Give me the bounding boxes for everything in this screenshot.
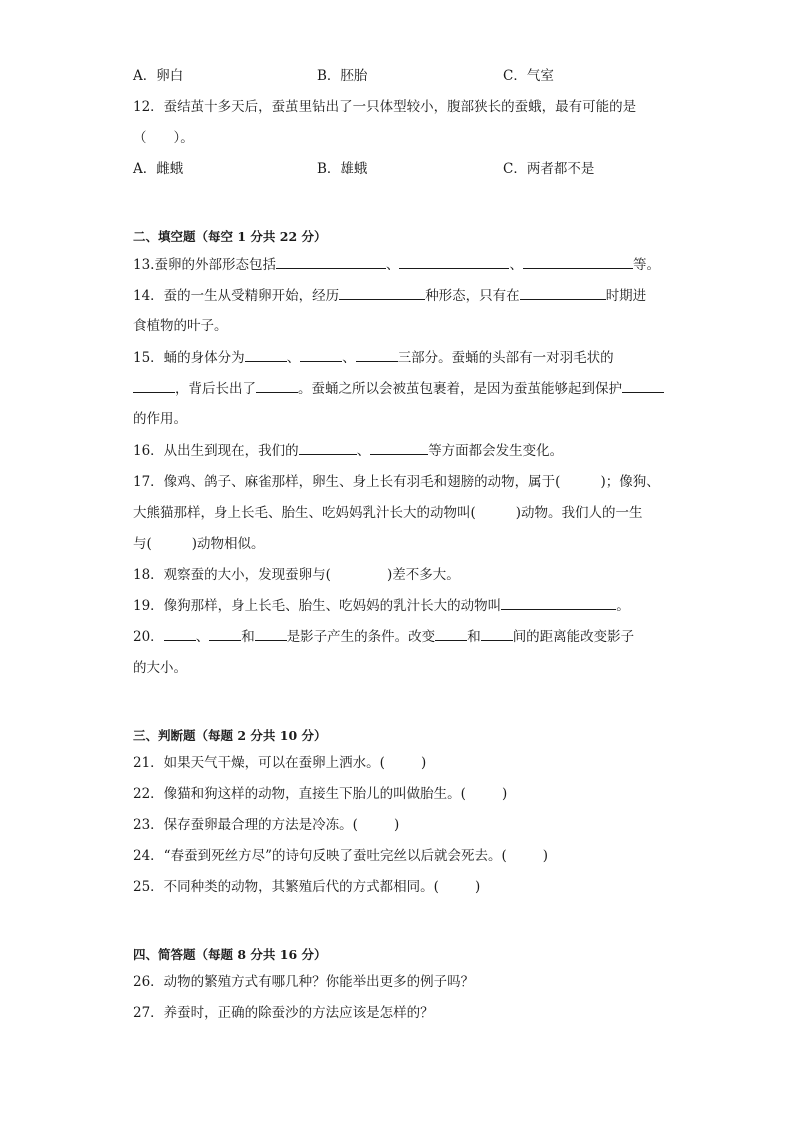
q16-blank-1[interactable] [299, 442, 357, 455]
q25-text: ) [474, 879, 481, 895]
q22-text: ) [501, 786, 508, 802]
q18-text: )差不多大。 [386, 567, 460, 583]
q21 [133, 754, 426, 772]
q14-text: 时期进 [605, 288, 647, 304]
q20-text: 和 [241, 629, 255, 645]
q11-option-b[interactable]: B．胚胎 [317, 68, 368, 84]
q13-blank-1[interactable] [276, 256, 386, 269]
q11-option-c[interactable]: C．气室 [503, 68, 554, 84]
q15-blank-1[interactable] [245, 349, 287, 362]
q17-text: )动物相似。 [191, 536, 265, 552]
q13-blank-2[interactable] [399, 256, 509, 269]
q18-text: 18．观察蚕的大小，发现蚕卵与( [133, 567, 331, 583]
q20-line2: 的大小。 [133, 660, 187, 676]
q19-text: 。 [616, 598, 630, 614]
q13-sep: 、 [509, 257, 523, 273]
q16 [133, 442, 563, 460]
section2-title: 二、填空题（每空 1 分共 22 分） [133, 229, 327, 244]
q14-blank-2[interactable] [520, 287, 606, 300]
q20-blank-1[interactable] [164, 628, 196, 641]
q20-blank-3[interactable] [255, 628, 287, 641]
q19-text: 19．像狗那样，身上长毛、胎生、吃妈妈的乳汁长大的动物叫 [133, 598, 502, 614]
q20-text: 是影子产生的条件。改变 [286, 629, 436, 645]
q15-text: ，背后长出了 [175, 381, 256, 397]
q15-blank-4[interactable] [133, 380, 175, 393]
q12-option-c[interactable]: C．两者都不是 [503, 161, 595, 177]
q19 [133, 597, 630, 615]
q17-line3 [133, 535, 265, 553]
q15-line3: 的作用。 [133, 411, 187, 427]
q25 [133, 878, 480, 896]
q14-blank-1[interactable] [339, 287, 425, 300]
q23 [133, 816, 399, 834]
q17-text: 与( [133, 536, 152, 552]
q17-text: 17．像鸡、鸽子、麻雀那样，卵生、身上长有羽毛和翅膀的动物，属于( [133, 474, 561, 490]
q14 [133, 287, 646, 305]
q27: 27．养蚕时，正确的除蚕沙的方法应该是怎样的？ [133, 1005, 434, 1021]
q23-text: 23．保存蚕卵最合理的方法是冷冻。( [133, 817, 358, 833]
section3-title: 三、判断题（每题 2 分共 10 分） [133, 728, 327, 743]
q14-text: 种形态，只有在 [425, 288, 520, 304]
section4-title: 四、简答题（每题 8 分共 16 分） [133, 947, 327, 962]
q15-blank-2[interactable] [300, 349, 342, 362]
q24-text: 24．“春蚕到死丝方尽”的诗句反映了蚕吐完丝以后就会死去。( [133, 848, 507, 864]
q14-text: 14．蚕的一生从受精卵开始，经历 [133, 288, 340, 304]
q25-text: 25．不同种类的动物，其繁殖后代的方式都相同。( [133, 879, 439, 895]
q12-stem: 12．蚕结茧十多天后，蚕茧里钻出了一只体型较小，腹部狭长的蚕蛾，最有可能的是 [133, 99, 637, 115]
q13-blank-3[interactable] [523, 256, 633, 269]
q20-blank-5[interactable] [481, 628, 513, 641]
q11-option-a[interactable]: A．卵白 [133, 68, 184, 84]
q24 [133, 847, 548, 865]
q12-stem-cont: （ ）。 [133, 130, 194, 146]
q17-text: )；像狗、 [600, 474, 660, 490]
q15 [133, 349, 614, 367]
q15-text: 三部分。蚕蛹的头部有一对羽毛状的 [397, 350, 614, 366]
q16-text: 等方面都会发生变化。 [428, 443, 564, 459]
q17-text: 大熊猫那样，身上长毛、胎生、吃妈妈乳汁长大的动物叫( [133, 505, 476, 521]
q15-blank-3[interactable] [356, 349, 398, 362]
q24-text: ) [542, 848, 549, 864]
q15-sep: 、 [342, 350, 356, 366]
q16-sep: 、 [356, 443, 371, 459]
q15-blank-5[interactable] [256, 380, 298, 393]
q15-line2 [133, 380, 664, 398]
q20-text: 20． [133, 629, 164, 645]
q17 [133, 473, 660, 491]
q22-text: 22．像猫和狗这样的动物，直接生下胎儿的叫做胎生。( [133, 786, 466, 802]
q12-option-a[interactable]: A．雌蛾 [133, 161, 184, 177]
q19-blank[interactable] [501, 597, 616, 610]
q15-text: 。蚕蛹之所以会被茧包裹着，是因为蚕茧能够起到保护 [298, 381, 622, 397]
q15-blank-6[interactable] [622, 380, 664, 393]
q16-text: 16．从出生到现在，我们的 [133, 443, 299, 459]
q17-text: )动物。我们人的一生 [515, 505, 643, 521]
q20-blank-4[interactable] [435, 628, 467, 641]
q20-text: 和 [467, 629, 481, 645]
q12-option-b[interactable]: B．雄蛾 [317, 161, 368, 177]
q20-sep: 、 [195, 629, 210, 645]
q14-line2: 食植物的叶子。 [133, 318, 228, 334]
q15-text: 15．蛹的身体分为 [133, 350, 245, 366]
q20-blank-2[interactable] [209, 628, 241, 641]
q26: 26．动物的繁殖方式有哪几种？你能举出更多的例子吗？ [133, 974, 475, 990]
q21-text: ) [420, 755, 427, 771]
q13 [133, 256, 660, 274]
q20 [133, 628, 634, 646]
q23-text: ) [393, 817, 400, 833]
q20-text: 间的距离能改变影子 [512, 629, 635, 645]
q13-text-end: 等。 [632, 257, 660, 273]
q17-line2 [133, 504, 643, 522]
q22 [133, 785, 507, 803]
q21-text: 21．如果天气干燥，可以在蚕卵上洒水。( [133, 755, 385, 771]
q15-sep: 、 [286, 350, 301, 366]
q18 [133, 566, 460, 584]
q13-text: 13.蚕卵的外部形态包括 [133, 257, 276, 273]
q16-blank-2[interactable] [370, 442, 428, 455]
q13-sep: 、 [385, 257, 400, 273]
